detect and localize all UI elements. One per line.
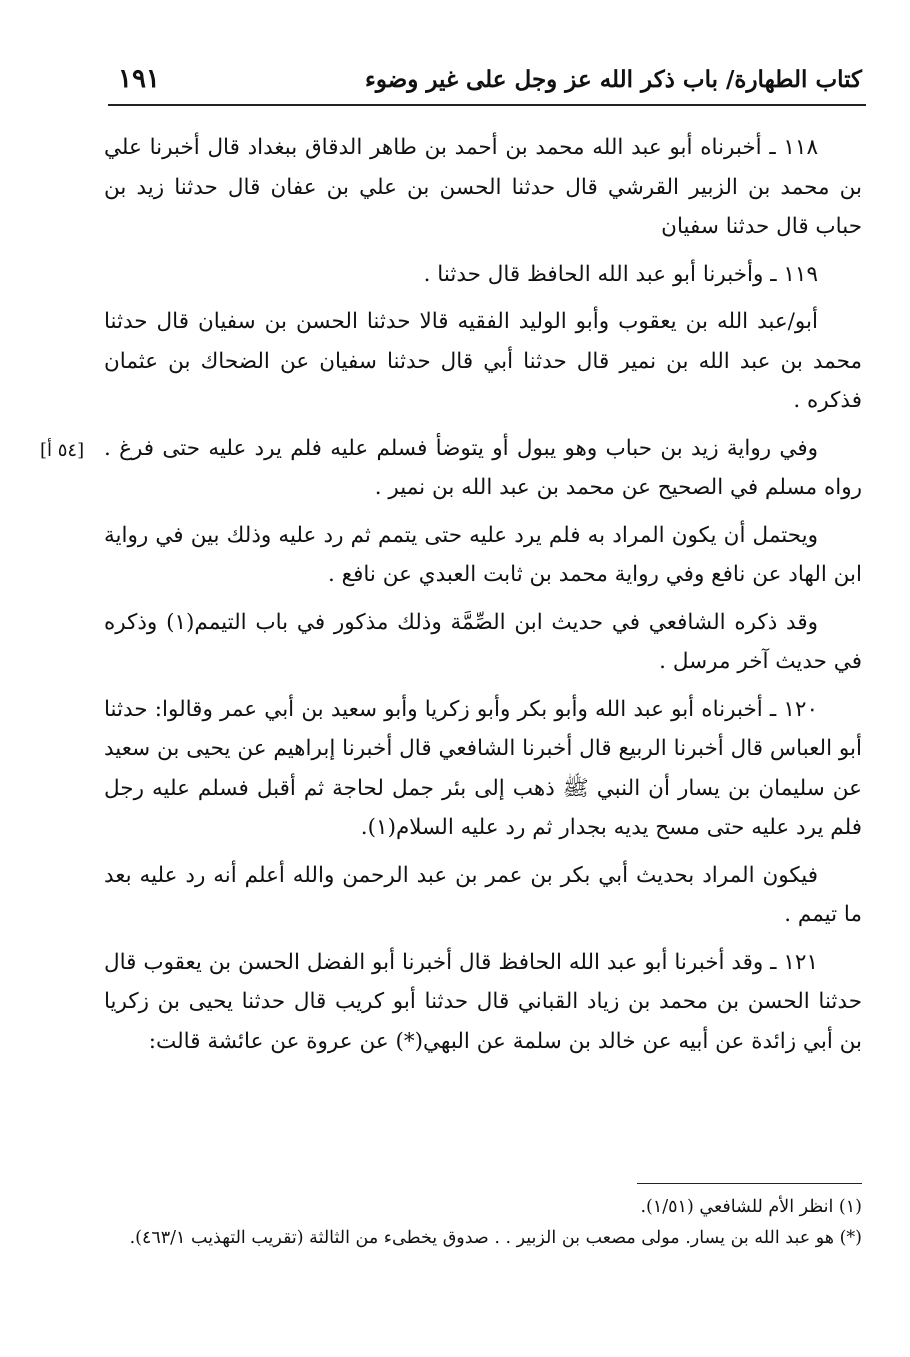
commentary-shafii: وقد ذكره الشافعي في حديث ابن الصِّمَّة وذلك مذكور في باب التيمم(١) وذكره في حديث آخر مرسل . xyxy=(104,609,862,674)
hadith-120: ١٢٠ ـ أخبرناه أبو عبد الله وأبو بكر وأبو زكريا وأبو سعيد بن أبي عمر وقالوا: حدثنا أبو العباس قال أخبرنا الربيع قال أخبرنا الشافعي قال أخبرنا إبراهيم عن يحيى بن سعيد عن سليمان بن يسار أن النبي ﷺ ذهب إلى بئر جمل لحاجة ثم أقبل فسلم عليه رجل فلم يرد عليه حتى مسح يديه بجدار ثم رد عليه السلام(١). xyxy=(104,696,862,840)
footnote-1: (١) انظر الأم للشافعي (١/٥١). xyxy=(640,1197,862,1217)
footnote-star: (*) هو عبد الله بن يسار. مولى مصعب بن الزبير . . صدوق يخطىء من الثالثة (تقريب التهذيب ٤٦٣/١). xyxy=(129,1228,862,1248)
footnotes xyxy=(104,1194,862,1256)
isnad-continuation: أبو/عبد الله بن يعقوب وأبو الوليد الفقيه قالا حدثنا الحسن بن سفيان قال حدثنا محمد بن عبد الله بن نمير قال حدثنا أبي قال حدثنا سفيان عن الضحاك بن عثمان فذكره . xyxy=(104,309,863,413)
commentary-murad: فيكون المراد بحديث أبي بكر بن عمر بن عبد الرحمن والله أعلم أنه رد عليه بعد ما تيمم . xyxy=(104,862,862,927)
manuscript-folio-marker: [٥٤ أ] xyxy=(40,440,85,461)
hadith-119: ١١٩ ـ وأخبرنا أبو عبد الله الحافظ قال حدثنا . xyxy=(423,261,818,287)
hadith-118: ١١٨ ـ أخبرناه أبو عبد الله محمد بن أحمد بن طاهر الدقاق ببغداد قال أخبرنا علي بن محمد بن الزبير القرشي قال حدثنا الحسن بن علي بن عفان قال حدثنا زيد بن حباب قال حدثنا سفيان xyxy=(104,135,862,239)
running-header xyxy=(118,62,862,102)
hadith-121: ١٢١ ـ وقد أخبرنا أبو عبد الله الحافظ قال أخبرنا أبو الفضل الحسن بن يعقوب قال حدثنا الحسن بن محمد بن زياد القباني قال حدثنا أبو كريب قال حدثنا يحيى بن زكريا بن أبي زائدة عن أبيه عن خالد بن سلمة عن البهي(*) عن عروة عن عائشة قالت: xyxy=(104,949,862,1054)
page-number: ١٩١ xyxy=(118,64,160,94)
commentary-zayd: وفي رواية زيد بن حباب وهو يبول أو يتوضأ فسلم عليه فلم يرد عليه حتى فرغ . رواه مسلم في الصحيح عن محمد بن عبد الله بن نمير . xyxy=(104,435,862,500)
commentary-ihtimal: ويحتمل أن يكون المراد به فلم يرد عليه حتى يتمم ثم رد عليه وذلك بين في رواية ابن الهاد عن نافع وفي رواية محمد بن ثابت العبدي عن نافع . xyxy=(104,522,862,587)
footnote-divider xyxy=(637,1183,862,1184)
chapter-title: كتاب الطهارة/ باب ذكر الله عز وجل على غير وضوء xyxy=(365,66,862,93)
header-divider xyxy=(108,104,866,106)
main-text xyxy=(40,128,863,1069)
